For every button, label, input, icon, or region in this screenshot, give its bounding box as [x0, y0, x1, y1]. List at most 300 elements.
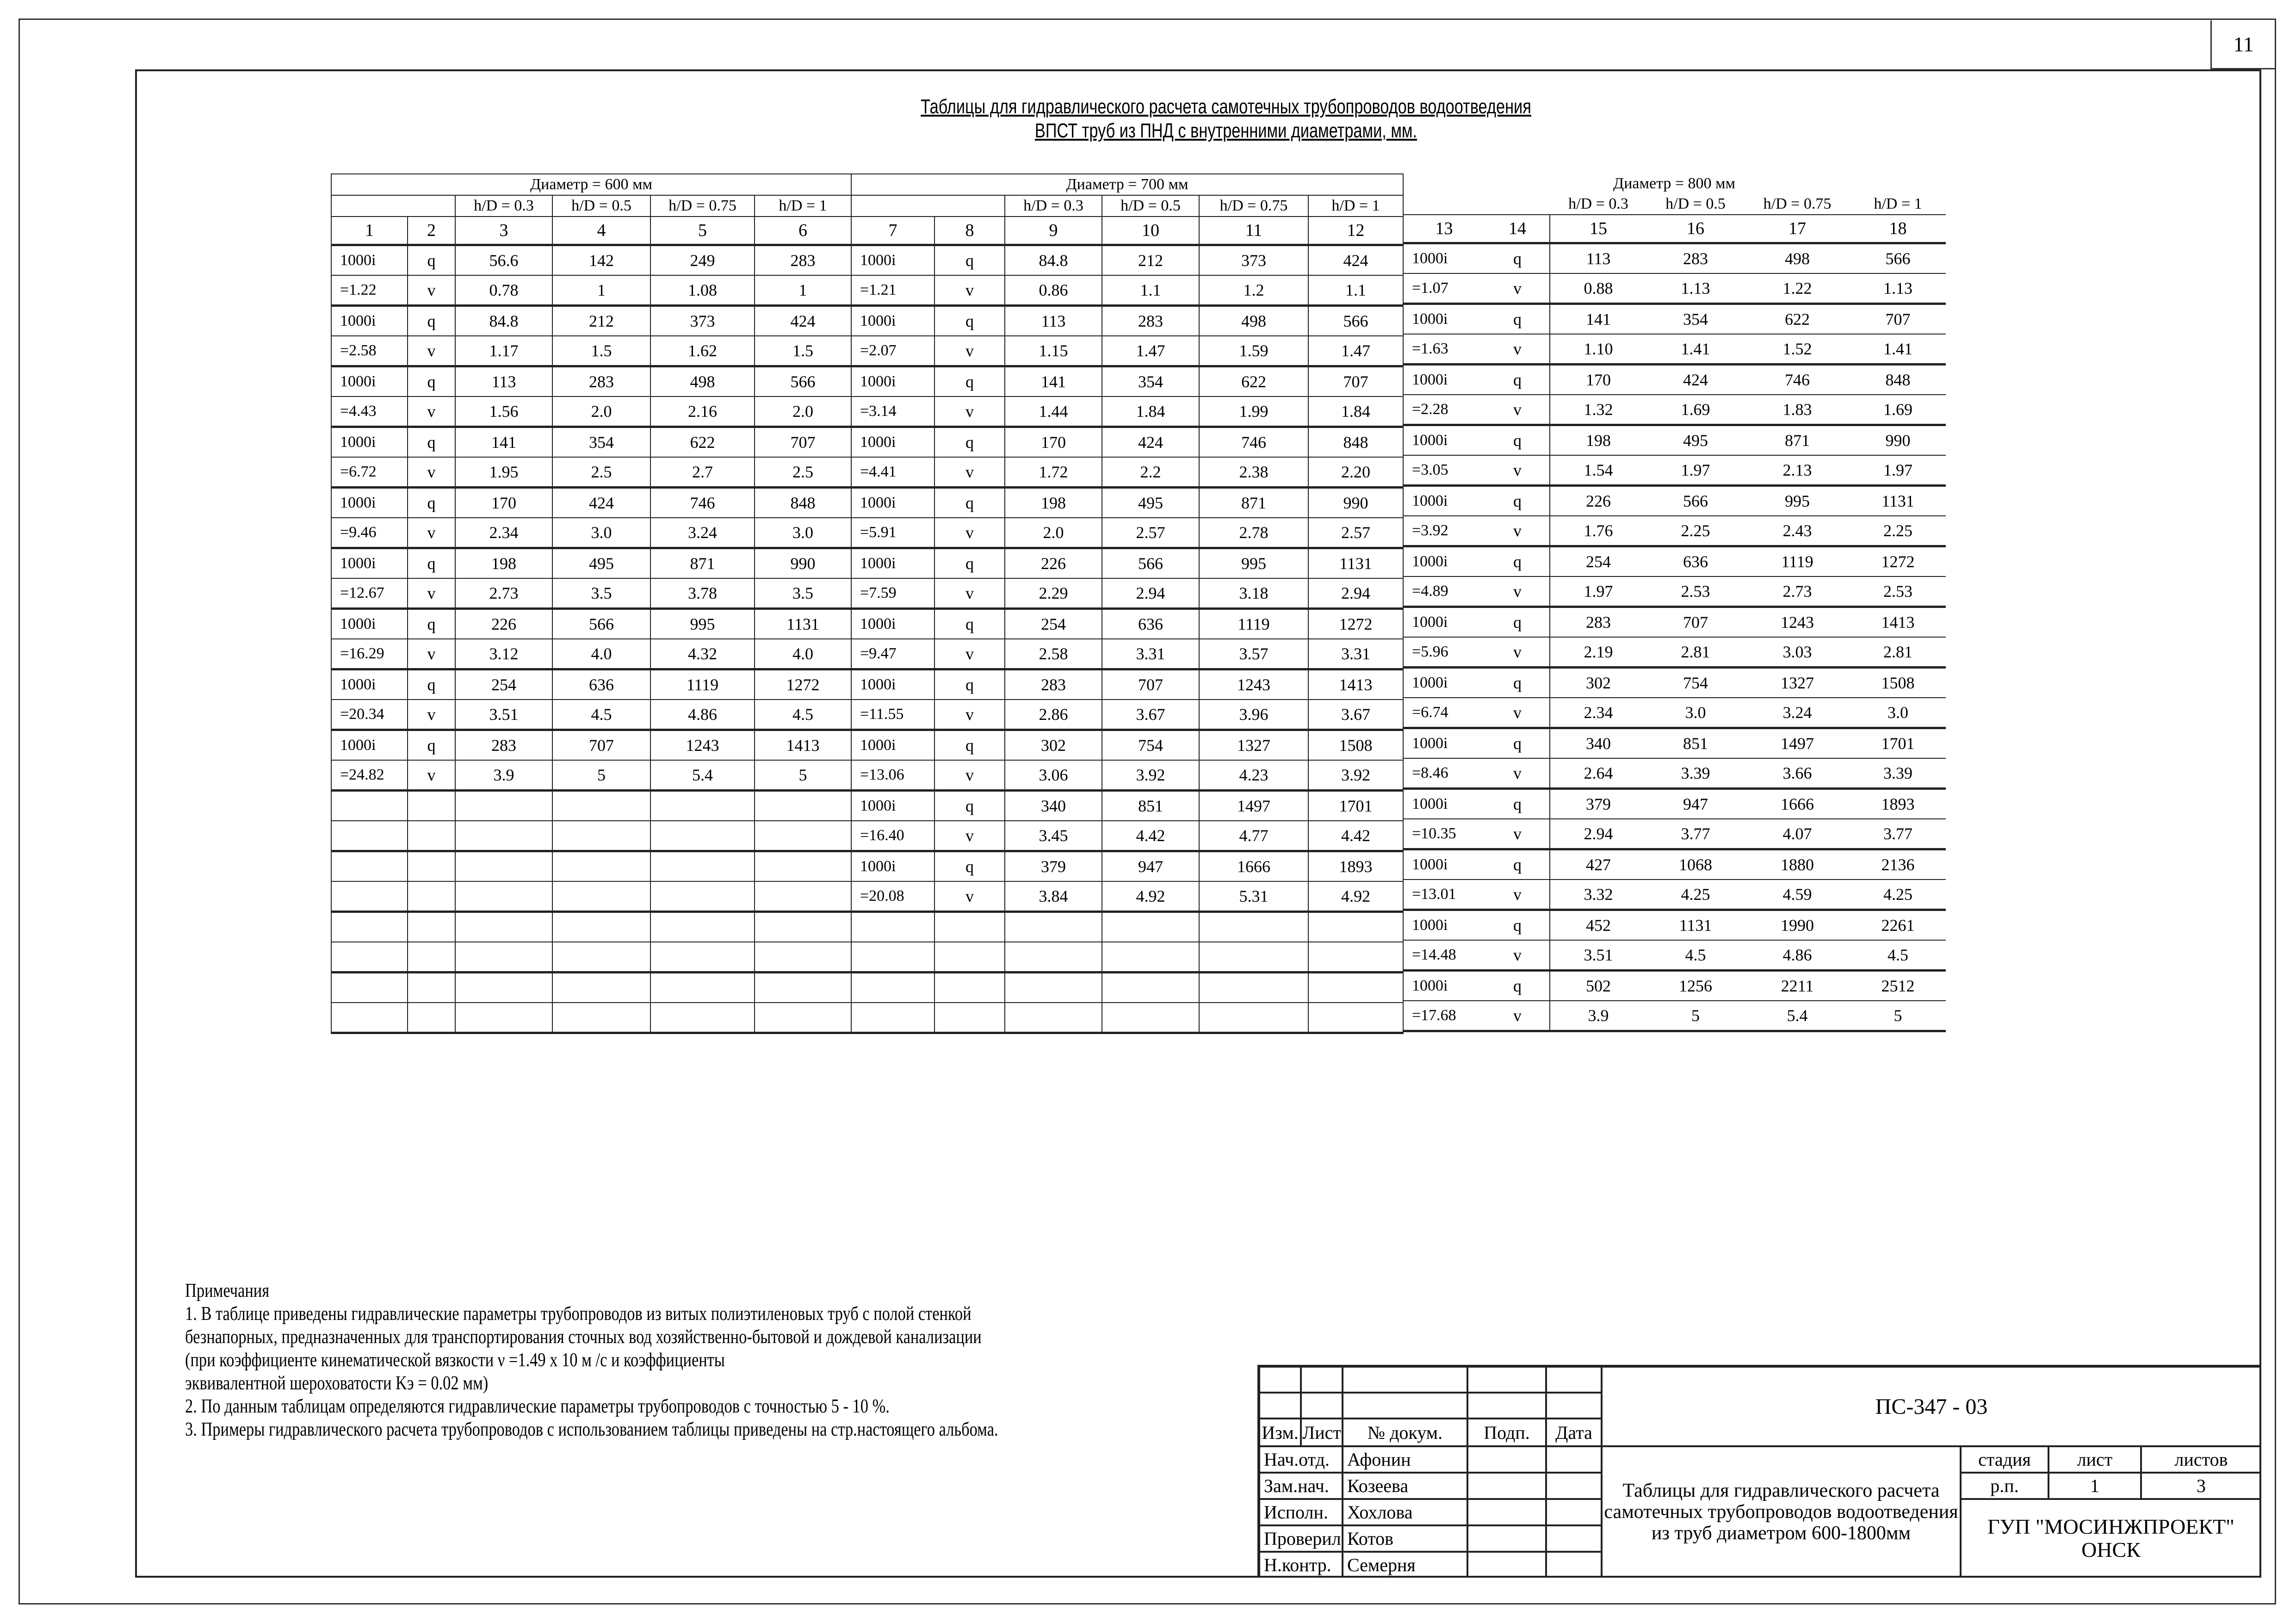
table-row — [331, 578, 851, 609]
q-value: 1243 — [1744, 607, 1850, 638]
slope-label: 1000i — [851, 366, 934, 397]
slope-value: =3.05 — [1403, 455, 1485, 486]
q-label: q — [934, 791, 1005, 821]
table-row — [1403, 849, 1945, 880]
empty-row — [331, 973, 851, 1003]
q-label: q — [408, 730, 455, 761]
q-value: 995 — [650, 609, 755, 639]
empty-header-cell — [851, 195, 1005, 217]
table-row — [1403, 273, 1945, 304]
empty-row — [331, 1003, 851, 1033]
q-value: 707 — [1647, 607, 1744, 638]
v-value: 1.56 — [455, 396, 552, 427]
table-row — [331, 669, 851, 700]
v-label: v — [408, 457, 455, 488]
empty-cell — [408, 821, 455, 851]
v-value: 3.96 — [1199, 700, 1308, 730]
slope-label: 1000i — [1403, 546, 1485, 577]
column-number: 12 — [1308, 217, 1403, 245]
table-row — [851, 760, 1403, 791]
q-value: 1701 — [1850, 728, 1945, 759]
column-number: 13 — [1403, 215, 1485, 243]
q-label: q — [934, 609, 1005, 639]
stamp-cell — [1546, 1499, 1602, 1525]
stamp-person: Котов — [1343, 1525, 1467, 1552]
v-value: 1.44 — [1005, 396, 1102, 427]
page-title — [847, 95, 1605, 143]
v-value: 4.42 — [1102, 821, 1199, 851]
table-row — [851, 336, 1403, 366]
slope-value: =3.14 — [851, 396, 934, 427]
stamp-cell — [1301, 1393, 1343, 1419]
empty-cell — [331, 942, 408, 973]
v-value: 1.08 — [650, 275, 755, 306]
empty-row — [331, 942, 851, 973]
empty-cell — [455, 973, 552, 1003]
v-value: 2.13 — [1744, 455, 1850, 486]
slope-value: =10.35 — [1403, 819, 1485, 849]
fill-ratio-header: h/D = 0.3 — [455, 195, 552, 217]
v-value: 3.77 — [1647, 819, 1744, 849]
column-number: 1 — [331, 217, 408, 245]
q-value: 373 — [650, 306, 755, 336]
v-value: 4.92 — [1308, 881, 1403, 912]
column-number: 16 — [1647, 215, 1744, 243]
q-value: 995 — [1744, 486, 1850, 516]
q-value: 254 — [1005, 609, 1102, 639]
q-value: 1701 — [1308, 791, 1403, 821]
v-value: 0.88 — [1550, 273, 1647, 304]
fill-ratio-header: h/D = 0.5 — [1665, 195, 1726, 212]
sheets-value: 3 — [2141, 1473, 2261, 1499]
q-value: 495 — [1647, 425, 1744, 456]
table-row — [1403, 607, 1945, 638]
v-value: 3.9 — [1550, 1001, 1647, 1031]
empty-cell — [650, 1003, 755, 1033]
q-label: q — [934, 306, 1005, 336]
table-row — [851, 791, 1403, 821]
table-row — [851, 881, 1403, 912]
q-value: 1990 — [1744, 910, 1850, 941]
v-value: 1.95 — [455, 457, 552, 488]
table-row — [851, 488, 1403, 518]
v-value: 1 — [755, 275, 851, 306]
q-value: 142 — [552, 245, 650, 276]
stamp-role: Н.контр. — [1259, 1552, 1343, 1578]
q-label: q — [408, 245, 455, 276]
q-value: 707 — [1850, 304, 1945, 335]
q-value: 302 — [1550, 668, 1647, 698]
q-value: 871 — [1199, 488, 1308, 518]
table-row — [331, 275, 851, 306]
v-label: v — [934, 821, 1005, 851]
fill-ratio-header: h/D = 0.3 — [1005, 195, 1102, 217]
empty-cell — [331, 973, 408, 1003]
q-value: 1893 — [1308, 851, 1403, 882]
q-value: 1893 — [1850, 789, 1945, 819]
v-value: 1.5 — [552, 336, 650, 366]
empty-cell — [552, 821, 650, 851]
organization-name: ГУП "МОСИНЖПРОЕКТ" — [1987, 1515, 2234, 1538]
q-value: 424 — [755, 306, 851, 336]
v-value: 2.29 — [1005, 578, 1102, 609]
slope-value: =4.89 — [1403, 576, 1485, 607]
v-value: 2.5 — [755, 457, 851, 488]
sheet-value: 1 — [2048, 1473, 2141, 1499]
q-value: 498 — [1199, 306, 1308, 336]
empty-cell — [552, 942, 650, 973]
slope-value: =8.46 — [1403, 758, 1485, 789]
q-value: 198 — [1550, 425, 1647, 456]
q-value: 2136 — [1850, 849, 1945, 880]
v-value: 3.67 — [1102, 700, 1199, 730]
table-row — [851, 427, 1403, 458]
empty-cell — [408, 791, 455, 821]
empty-cell — [455, 881, 552, 912]
v-value: 2.53 — [1647, 576, 1744, 607]
q-label: q — [1485, 668, 1550, 698]
v-value: 4.25 — [1647, 880, 1744, 910]
slope-value: =4.41 — [851, 457, 934, 488]
slope-label: 1000i — [851, 791, 934, 821]
column-number: 5 — [650, 217, 755, 245]
v-label: v — [408, 578, 455, 609]
slope-label: 1000i — [331, 548, 408, 579]
q-value: 452 — [1550, 910, 1647, 941]
q-value: 1068 — [1647, 849, 1744, 880]
slope-value: =16.40 — [851, 821, 934, 851]
q-value: 636 — [1647, 546, 1744, 577]
v-value: 2.57 — [1308, 518, 1403, 548]
empty-row — [851, 973, 1403, 1003]
q-value: 1131 — [1308, 548, 1403, 579]
stamp-cell — [1467, 1552, 1546, 1578]
slope-value: =17.68 — [1403, 1001, 1485, 1031]
q-value: 566 — [1102, 548, 1199, 579]
v-value: 1.15 — [1005, 336, 1102, 366]
v-value: 1.47 — [1102, 336, 1199, 366]
v-value: 1.97 — [1647, 455, 1744, 486]
empty-cell — [934, 1003, 1005, 1033]
empty-cell — [755, 881, 851, 912]
empty-cell — [650, 791, 755, 821]
v-value: 2.0 — [1005, 518, 1102, 548]
table-row — [331, 336, 851, 366]
diameter-header: Диаметр = 800 мм — [1613, 175, 1736, 192]
slope-value: =2.07 — [851, 336, 934, 366]
v-label: v — [408, 336, 455, 366]
q-value: 170 — [1550, 365, 1647, 395]
slope-label: 1000i — [851, 488, 934, 518]
table-row — [851, 730, 1403, 761]
q-value: 947 — [1102, 851, 1199, 882]
q-value: 198 — [1005, 488, 1102, 518]
column-number-row — [1403, 215, 1945, 243]
slope-label: 1000i — [331, 427, 408, 458]
q-label: q — [1485, 425, 1550, 456]
q-label: q — [934, 851, 1005, 882]
empty-cell — [934, 942, 1005, 973]
empty-cell — [408, 942, 455, 973]
table-row — [851, 578, 1403, 609]
empty-cell — [755, 821, 851, 851]
empty-cell — [552, 973, 650, 1003]
empty-cell — [755, 973, 851, 1003]
q-value: 1327 — [1744, 668, 1850, 698]
q-label: q — [1485, 607, 1550, 638]
q-value: 622 — [1199, 366, 1308, 397]
empty-cell — [331, 791, 408, 821]
v-value: 2.2 — [1102, 457, 1199, 488]
q-value: 283 — [755, 245, 851, 276]
fill-header-row — [331, 195, 851, 217]
empty-cell — [755, 912, 851, 942]
fill-ratio-header: h/D = 1 — [1308, 195, 1403, 217]
slope-label: 1000i — [1403, 668, 1485, 698]
table-row — [1403, 395, 1945, 425]
empty-cell — [851, 1003, 934, 1033]
slope-value: =7.59 — [851, 578, 934, 609]
slope-value: =2.28 — [1403, 395, 1485, 425]
v-value: 4.92 — [1102, 881, 1199, 912]
title-line-1: Таблицы для гидравлического расчета самотечных трубопроводов водоотведения — [921, 95, 1531, 118]
slope-label: 1000i — [1403, 425, 1485, 456]
q-value: 502 — [1550, 971, 1647, 1001]
empty-cell — [552, 851, 650, 882]
q-value: 1119 — [1199, 609, 1308, 639]
table-row — [851, 457, 1403, 488]
q-label: q — [934, 730, 1005, 761]
empty-cell — [455, 942, 552, 973]
slope-value: =1.63 — [1403, 334, 1485, 365]
empty-cell — [755, 942, 851, 973]
q-value: 746 — [1199, 427, 1308, 458]
v-label: v — [934, 578, 1005, 609]
q-value: 848 — [755, 488, 851, 518]
v-value: 1.97 — [1850, 455, 1945, 486]
empty-row — [331, 821, 851, 851]
v-value: 2.73 — [455, 578, 552, 609]
column-number-row — [331, 217, 851, 245]
table-row — [851, 275, 1403, 306]
note-line: эквивалентной шероховатости Kэ = 0.02 мм) — [185, 1373, 489, 1394]
v-value: 3.18 — [1199, 578, 1308, 609]
v-label: v — [1485, 516, 1550, 546]
q-label: q — [408, 306, 455, 336]
v-value: 5 — [1647, 1001, 1744, 1031]
v-value: 4.59 — [1744, 880, 1850, 910]
slope-label: 1000i — [1403, 304, 1485, 335]
q-label: q — [934, 548, 1005, 579]
q-value: 851 — [1647, 728, 1744, 759]
stamp-role: Зам.нач. — [1259, 1473, 1343, 1499]
v-value: 4.23 — [1199, 760, 1308, 791]
empty-cell — [408, 1003, 455, 1033]
document-title-line: самотечных трубопроводов водоотведения — [1604, 1501, 1958, 1523]
v-value: 4.32 — [650, 639, 755, 669]
stamp-cell — [1467, 1473, 1546, 1499]
note-line: 1. В таблице приведены гидравлические параметры трубопроводов из витых полиэтиленовых труб с полой стенкой — [185, 1303, 972, 1325]
table-row — [1403, 425, 1945, 456]
stamp-cell — [1546, 1525, 1602, 1552]
stamp-cell — [1343, 1393, 1467, 1419]
v-value: 3.31 — [1308, 639, 1403, 669]
v-value: 1.99 — [1199, 396, 1308, 427]
fill-header-row — [851, 195, 1403, 217]
v-value: 2.64 — [1550, 758, 1647, 789]
empty-cell — [1308, 912, 1403, 942]
q-value: 995 — [1199, 548, 1308, 579]
q-value: 1256 — [1647, 971, 1744, 1001]
v-value: 4.0 — [552, 639, 650, 669]
fill-ratio-header: h/D = 1 — [1874, 195, 1922, 212]
q-value: 283 — [1647, 243, 1744, 274]
v-label: v — [1485, 273, 1550, 304]
v-value: 3.92 — [1102, 760, 1199, 791]
empty-cell — [1102, 973, 1199, 1003]
q-value: 851 — [1102, 791, 1199, 821]
v-label: v — [934, 700, 1005, 730]
slope-label: 1000i — [331, 306, 408, 336]
v-label: v — [1485, 455, 1550, 486]
organization — [1961, 1499, 2261, 1578]
v-label: v — [934, 336, 1005, 366]
slope-label: 1000i — [851, 306, 934, 336]
empty-row — [851, 912, 1403, 942]
slope-value: =4.43 — [331, 396, 408, 427]
slope-value: =1.22 — [331, 275, 408, 306]
empty-cell — [1005, 942, 1102, 973]
stamp-person: Козеева — [1343, 1473, 1467, 1499]
v-value: 4.86 — [650, 700, 755, 730]
v-value: 4.5 — [755, 700, 851, 730]
v-value: 1.13 — [1647, 273, 1744, 304]
q-value: 495 — [552, 548, 650, 579]
v-value: 1.10 — [1550, 334, 1647, 365]
q-value: 141 — [1550, 304, 1647, 335]
slope-value: =5.96 — [1403, 637, 1485, 668]
v-value: 2.38 — [1199, 457, 1308, 488]
column-number: 9 — [1005, 217, 1102, 245]
v-value: 3.92 — [1308, 760, 1403, 791]
q-value: 56.6 — [455, 245, 552, 276]
v-label: v — [408, 700, 455, 730]
empty-cell — [1102, 912, 1199, 942]
q-value: 254 — [1550, 546, 1647, 577]
v-label: v — [934, 881, 1005, 912]
empty-cell — [1308, 942, 1403, 973]
table-row — [1403, 576, 1945, 607]
column-number: 15 — [1550, 215, 1647, 243]
v-label: v — [1485, 395, 1550, 425]
empty-cell — [1102, 942, 1199, 973]
document-title — [1602, 1446, 1961, 1578]
v-value: 1.69 — [1850, 395, 1945, 425]
table-row — [851, 366, 1403, 397]
column-number: 17 — [1744, 215, 1850, 243]
table-row — [1403, 365, 1945, 395]
q-value: 113 — [455, 366, 552, 397]
v-value: 3.67 — [1308, 700, 1403, 730]
q-value: 871 — [650, 548, 755, 579]
v-value: 1.97 — [1550, 576, 1647, 607]
v-value: 2.16 — [650, 396, 755, 427]
column-number: 14 — [1485, 215, 1550, 243]
slope-label: 1000i — [1403, 849, 1485, 880]
v-value: 2.78 — [1199, 518, 1308, 548]
q-label: q — [1485, 728, 1550, 759]
table-row — [331, 548, 851, 579]
title-block — [1257, 1365, 2261, 1578]
stamp-header-doc: № докум. — [1343, 1419, 1467, 1446]
q-value: 1413 — [1308, 669, 1403, 700]
empty-cell — [1005, 973, 1102, 1003]
table-row — [1403, 728, 1945, 759]
q-value: 1666 — [1744, 789, 1850, 819]
v-value: 2.94 — [1308, 578, 1403, 609]
q-label: q — [1485, 849, 1550, 880]
q-value: 424 — [1308, 245, 1403, 276]
empty-cell — [552, 791, 650, 821]
table-row — [851, 639, 1403, 669]
document-title-line: Таблицы для гидравлического расчета — [1622, 1480, 1940, 1501]
q-value: 170 — [455, 488, 552, 518]
table-row — [331, 488, 851, 518]
stamp-person: Афонин — [1343, 1446, 1467, 1473]
empty-cell — [408, 912, 455, 942]
fill-ratio-header: h/D = 0.5 — [1102, 195, 1199, 217]
stamp-cell — [1259, 1393, 1301, 1419]
v-value: 3.24 — [650, 518, 755, 548]
empty-cell — [755, 1003, 851, 1033]
v-value: 4.25 — [1850, 880, 1945, 910]
q-value: 1880 — [1744, 849, 1850, 880]
table-row — [851, 700, 1403, 730]
v-value: 3.32 — [1550, 880, 1647, 910]
q-label: q — [1485, 304, 1550, 335]
slope-label: 1000i — [851, 851, 934, 882]
table-row — [331, 700, 851, 730]
empty-cell — [755, 791, 851, 821]
q-label: q — [934, 427, 1005, 458]
empty-cell — [650, 821, 755, 851]
v-value: 2.81 — [1647, 637, 1744, 668]
v-label: v — [1485, 940, 1550, 971]
slope-label: 1000i — [851, 548, 934, 579]
v-value: 2.0 — [755, 396, 851, 427]
v-value: 3.0 — [755, 518, 851, 548]
note-line: безнапорных, предназначенных для транспортирования сточных вод хозяйственно-бытовой и дождевой канализации — [185, 1326, 982, 1348]
q-value: 1243 — [650, 730, 755, 761]
stamp-cell — [1546, 1393, 1602, 1419]
q-value: 354 — [1102, 366, 1199, 397]
empty-cell — [331, 851, 408, 882]
table-row — [331, 245, 851, 276]
empty-header-cell — [331, 195, 455, 217]
stamp-cell — [1343, 1367, 1467, 1393]
fill-ratio-header: h/D = 0.3 — [1568, 195, 1628, 212]
q-value: 141 — [455, 427, 552, 458]
q-value: 707 — [552, 730, 650, 761]
v-value: 4.86 — [1744, 940, 1850, 971]
slope-label: 1000i — [331, 609, 408, 639]
table-header-row — [851, 174, 1403, 195]
sheets-label: листов — [2141, 1446, 2261, 1473]
empty-cell — [1005, 912, 1102, 942]
v-value: 4.5 — [1850, 940, 1945, 971]
stamp-cell — [1546, 1552, 1602, 1578]
empty-cell — [650, 942, 755, 973]
